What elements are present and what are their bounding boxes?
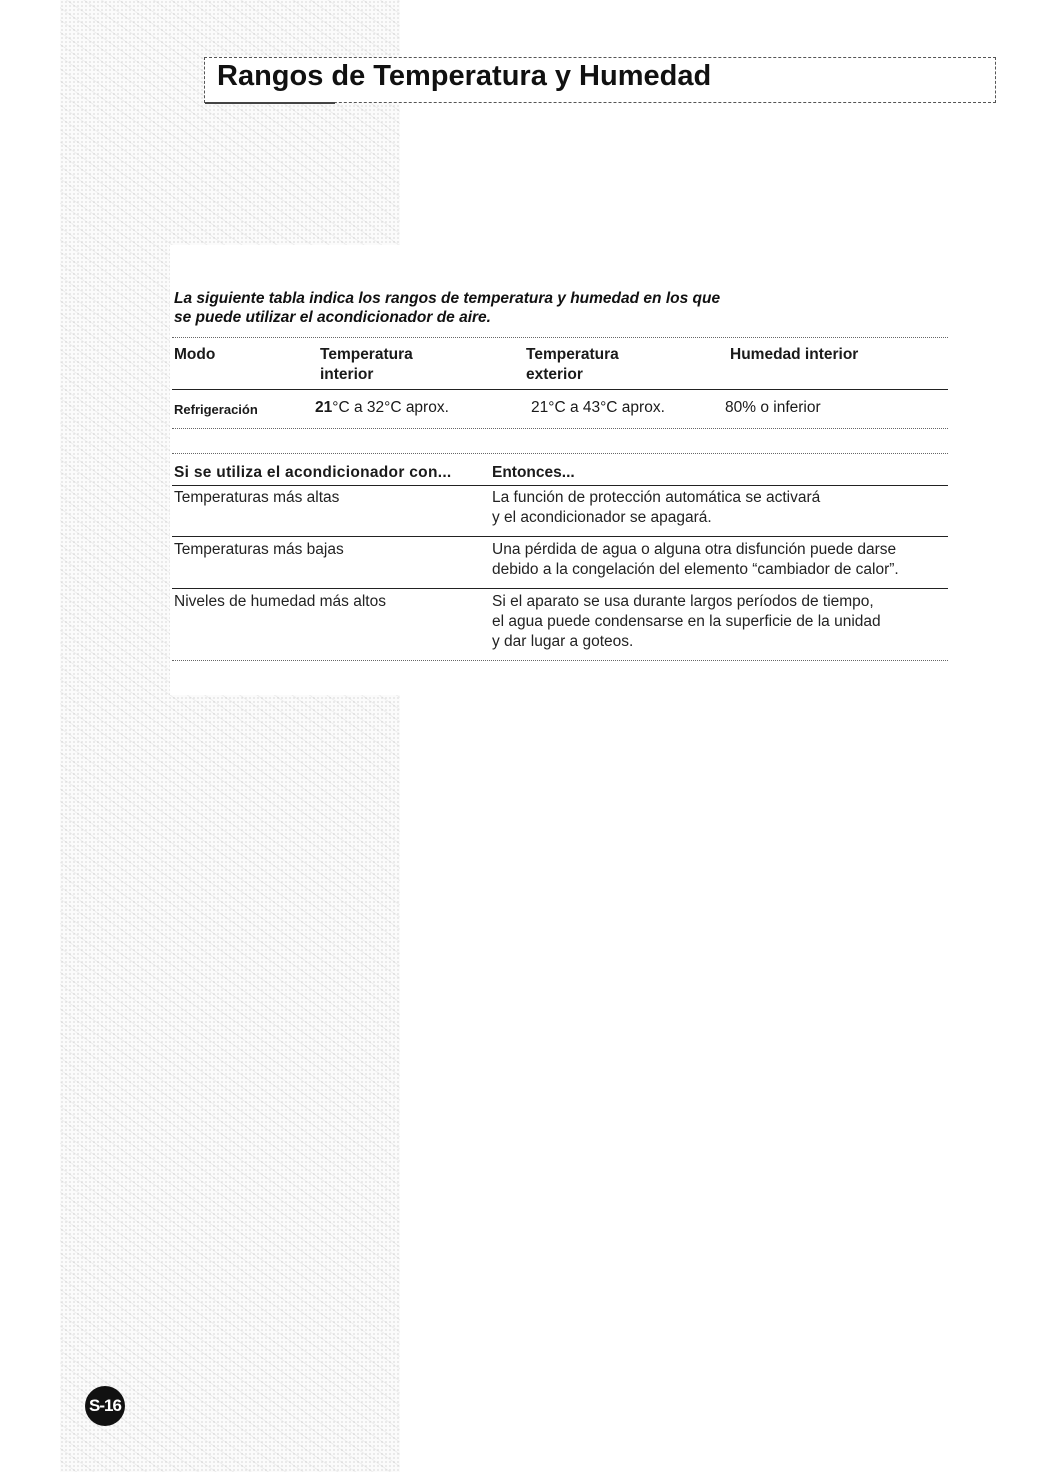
header-condition: Si se utiliza el acondicionador con...	[174, 464, 452, 481]
conditions-header-rule	[172, 485, 948, 486]
row1-condition: Temperaturas más altas	[174, 489, 340, 506]
ranges-table-top-border	[172, 337, 948, 338]
ranges-table-bottom-border	[172, 428, 948, 429]
header-humidity: Humedad interior	[730, 346, 859, 363]
page-number-badge: S-16	[85, 1386, 125, 1426]
intro-line-1: La siguiente tabla indica los rangos de temperatura y humedad en los que	[174, 290, 721, 307]
header-indoor-temp-1: Temperatura	[320, 346, 413, 363]
page-title: Rangos de Temperatura y Humedad	[217, 60, 712, 92]
header-result: Entonces...	[492, 464, 575, 481]
conditions-table-bottom-border	[172, 660, 948, 661]
intro-text	[174, 289, 874, 327]
ranges-header-rule	[172, 389, 948, 390]
row2-condition: Temperaturas más bajas	[174, 541, 344, 558]
row1-result-line1: La función de protección automática se activará	[492, 489, 821, 506]
row3-result-line3: y dar lugar a goteos.	[492, 633, 634, 650]
cell-indoor-temp-prefix: 21	[315, 399, 333, 416]
header-indoor-temp-2: interior	[320, 366, 374, 383]
header-mode: Modo	[174, 346, 216, 363]
background-texture	[60, 0, 400, 1472]
cell-mode: Refrigeración	[174, 402, 258, 417]
cell-humidity: 80% o inferior	[725, 399, 821, 416]
row-divider-2	[172, 588, 948, 589]
intro-line-2: se puede utilizar el acondicionador de aire.	[174, 309, 491, 326]
conditions-table-top-border	[172, 453, 948, 454]
title-accent-line	[205, 102, 335, 104]
cell-indoor-temp-rest: °C a 32°C aprox.	[332, 399, 449, 416]
cell-outdoor-temp: 21°C a 43°C aprox.	[531, 399, 665, 416]
row3-condition: Niveles de humedad más altos	[174, 593, 386, 610]
row2-result-line2: debido a la congelación del elemento “cambiador de calor”.	[492, 561, 899, 578]
cell-indoor-temp	[315, 398, 449, 418]
header-outdoor-temp-1: Temperatura	[526, 346, 619, 363]
row2-result-line1: Una pérdida de agua o alguna otra disfunción puede darse	[492, 541, 897, 558]
row3-result-line2: el agua puede condensarse en la superficie de la unidad	[492, 613, 881, 630]
row-divider-1	[172, 536, 948, 537]
row3-result-line1: Si el aparato se usa durante largos períodos de tiempo,	[492, 593, 874, 610]
row1-result-line2: y el acondicionador se apagará.	[492, 509, 712, 526]
header-outdoor-temp-2: exterior	[526, 366, 583, 383]
